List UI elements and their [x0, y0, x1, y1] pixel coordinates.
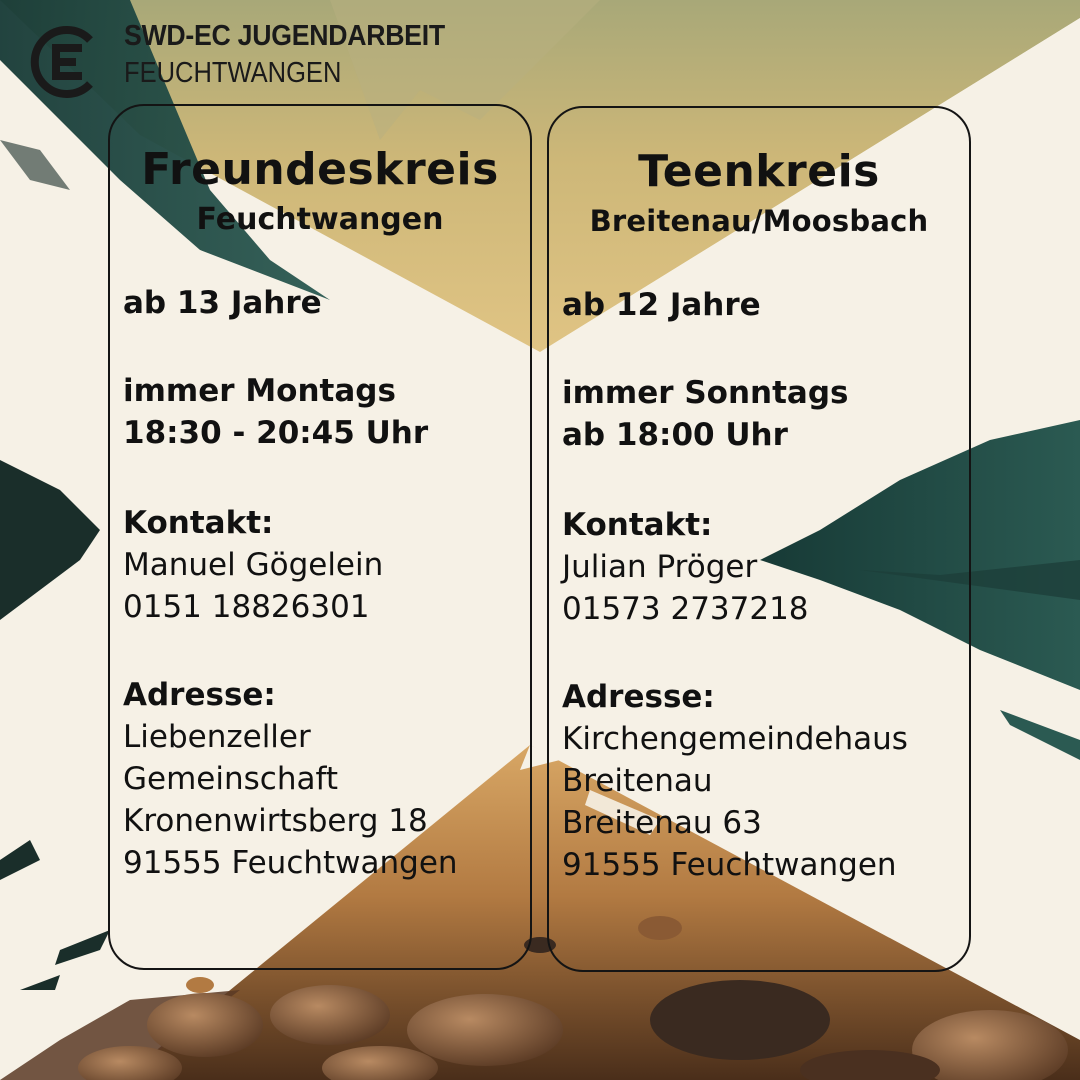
address-label: Adresse: — [562, 679, 715, 715]
contact-block — [123, 502, 383, 628]
contact-block — [562, 504, 809, 630]
contact-label: Kontakt: — [123, 505, 274, 541]
contact-phone: 01573 2737218 — [562, 591, 809, 627]
address-line: Gemeinschaft — [123, 761, 338, 797]
address-line: 91555 Feuchtwangen — [562, 847, 897, 883]
address-line: Breitenau — [562, 763, 713, 799]
org-name: SWD-EC JUGENDARBEIT — [124, 20, 445, 52]
card-freundeskreis — [108, 104, 532, 970]
contact-name: Manuel Gögelein — [123, 547, 384, 583]
address-line: Liebenzeller — [123, 719, 311, 755]
schedule-time: 18:30 - 20:45 Uhr — [123, 415, 429, 451]
org-location: FEUCHTWANGEN — [124, 57, 342, 89]
forest-left — [0, 460, 100, 620]
card-title: Teenkreis — [638, 146, 880, 197]
address-line: Breitenau 63 — [562, 805, 762, 841]
card-subtitle: Breitenau/Moosbach — [589, 204, 929, 238]
card-teenkreis — [547, 106, 971, 972]
card-subtitle: Feuchtwangen — [196, 202, 444, 237]
schedule-day: immer Montags — [123, 373, 396, 409]
age-info: ab 13 Jahre — [123, 285, 322, 321]
ec-logo-icon — [24, 22, 104, 102]
schedule-time: ab 18:00 Uhr — [562, 417, 788, 453]
address-block — [562, 676, 908, 886]
address-line: 91555 Feuchtwangen — [123, 845, 458, 881]
brand-block — [124, 22, 473, 88]
contact-phone: 0151 18826301 — [123, 589, 370, 625]
contact-name: Julian Pröger — [562, 549, 758, 585]
schedule-block — [562, 372, 848, 456]
address-line: Kronenwirtsberg 18 — [123, 803, 428, 839]
address-label: Adresse: — [123, 677, 276, 713]
contact-label: Kontakt: — [562, 507, 713, 543]
schedule-block — [123, 370, 428, 454]
card-title: Freundeskreis — [141, 144, 499, 195]
address-block — [123, 674, 458, 884]
address-line: Kirchengemeindehaus — [562, 721, 908, 757]
age-info: ab 12 Jahre — [562, 287, 761, 323]
schedule-day: immer Sonntags — [562, 375, 849, 411]
